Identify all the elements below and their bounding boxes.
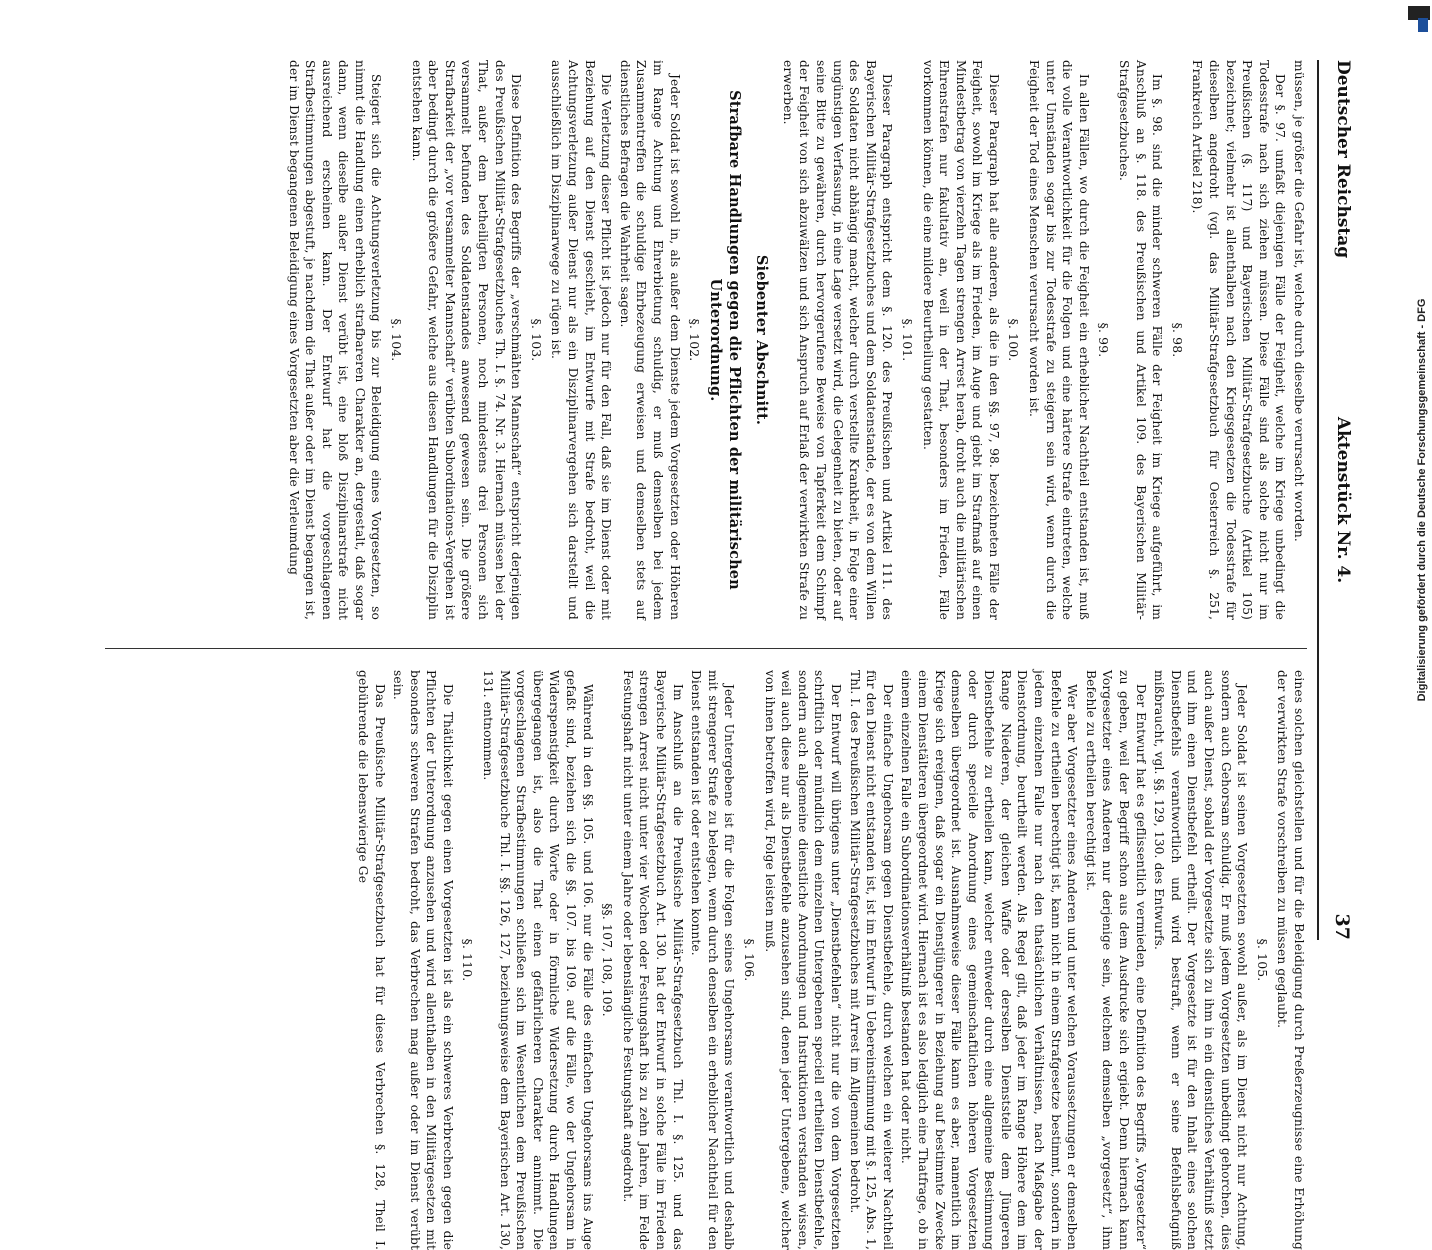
chapter-heading: Siebenter Abschnitt.	[753, 254, 771, 426]
section-heading: §. 106.	[742, 938, 757, 982]
paragraph: Jeder Untergebene ist für die Folgen seines Ungehorsams verantwortlich und deshalb mit strengerer Strafe zu belegen, wenn durch denselben ein erheblicher Nachtheil für den Dienst entstanden ist oder entstehen konnte.	[689, 670, 737, 1250]
header-rule	[1317, 60, 1319, 940]
paragraph: Jeder Soldat ist seinen Vorgesetzten sowohl außer, als im Dienst nicht nur Achtung, sondern auch Gehorsam schuldig. Er muß jedem Vorgesetzten unbedingt gehorchen, dies auch außer Dienst, sobald der Vorgesetzte sich zu ihm in ein dienstliches Verhältniß setzt und ihm einen Dienstbefehl ertheilt. Der Vorgesetzte ist für den Inhalt eines solchen Dienstbefehls verantwortlich und wird bestraft, wenn er seine Befehlsbefugniß mißbraucht, vgl. §§. 129, 130. des Entwurfs.	[1152, 670, 1250, 1250]
right-text-column	[101, 670, 1307, 1250]
paragraph: Jeder Soldat ist sowohl in, als außer dem Dienste jedem Vorgesetzten oder Höheren im Range Achtung und Ehrerbietung schuldig, er muß demselben bei jedem Zusammentreffen die schuldige Ehrbezeugung erweisen und demselben stets auf dienstliches Befragen die Wahrheit sagen.	[617, 60, 682, 620]
paragraph: müssen, je größer die Gefahr ist, welche durch dieselbe verursacht worden.	[1292, 60, 1306, 542]
section-heading: §. 103.	[528, 318, 544, 362]
paragraph: Der einfache Ungehorsam gegen Dienstbefehle, durch welchen ein weiterer Nachtheil für den Dienst nicht entstanden ist, ist im Entwurf in Uebereinstimmung mit §. 125, Abs. 1, Thl. I. des Preußischen Militär-Strafgesetzbuches mit Arrest im Allgemeinen bedroht.	[847, 670, 895, 1250]
section-heading: §. 104.	[389, 318, 405, 362]
document-page	[61, 20, 1371, 1250]
section-heading: §. 98.	[1169, 322, 1185, 358]
section-heading: §. 99.	[1096, 322, 1112, 358]
paragraph: Steigert sich die Achtungsverletzung bis zur Beleidigung eines Vorgesetzten, so nimmt die Handlung einen erheblich strafbareren Charakter an, dergestalt, daß sogar dann, wenn dieselbe außer Dienst verübt ist, eine bloß Disziplinarstrafe nicht ausreichend erscheinen kann. Der Entwurf hat die vorgeschlagenen Strafbestimmungen abgestuft, je nachdem die That außer oder im Dienst begangen ist, der im Dienst begangenen Beleidigung eines Vorgesetzten aber die Verleumdung	[286, 60, 384, 620]
paragraph: Das Preußische Militär-Strafgesetzbuch hat für dieses Verbrechen §. 128, Theil I. gebührende die lebenswierige Ge	[355, 670, 387, 1250]
paragraph: Im §. 98. sind die minder schweren Fälle der Feigheit im Kriege aufgeführt, im Anschluß an §. 118. des Preußischen und Artikel 109. des Bayerischen Militär-Strafgesetzbuches.	[1117, 60, 1165, 620]
section-heading: §. 102.	[687, 318, 703, 362]
paragraph: Im Anschluß an die Preußische Militär-Strafgesetzbuch Thl. I. §. 125. und das Bayerische Militär-Strafgesetzbuch Art. 130. hat der Entwurf in solche Fälle im Frieden strengen Arrest nicht unter vier Wochen oder Festungshaft bis zu zehn Jahren, im Felde Festungshaft nicht unter einem Jahre oder lebenslängliche Festungshaft angedroht.	[620, 670, 685, 1250]
paragraph: Der §. 97. umfaßt diejenigen Fälle der Feigheit, welche im Kriege unbedingt die Todesstrafe nach sich ziehen müssen. Diese Fälle sind als solche nicht nur im Preußischen (§. 117) und Bayerischen Militär-Strafgesetzbuche (Artikel 105) bezeichnet; vielmehr ist allenthalben nach den Kriegsgesetzen die Todesstrafe für dieselben angedroht (vgl. das Militär-Strafgesetzbuch für Oesterreich §. 251, Frankreich Artikel 218).	[1190, 60, 1288, 620]
left-text-column	[101, 60, 1307, 620]
paragraph: Dieser Paragraph hat alle anderen, als die in den §§. 97, 98. bezeichneten Fälle der Feigheit, sowohl im Kriege als im Frieden, im Auge und giebt im Strafmaß auf einen Mindestbetrag von vierzehn Tagen strengen Arrest herab, droht auch die militärischen Ehrenstrafen nur fakultativ an, weil in der That, besonders im Frieden, Fälle vorkommen können, die eine mildere Beurtheilung gestatten.	[920, 60, 1001, 620]
chapter-heading: Strafbare Handlungen gegen die Pflichten der militärischen Unterordnung.	[707, 90, 744, 590]
scan-credit-strip	[1416, 40, 1428, 960]
paragraph: Der Entwurf hat es geflissentlich vermieden, eine Definition des Begriffs „Vorgesetzter“ zu geben, weil der Begriff schon aus dem Ausdrucke sich ergiebt. Denn hiernach kann Vorgesetzter eines Anderen nur derjenige sein, welchem demselben „vorgesetzt“, ihm Befehle zu ertheilen berechtigt ist.	[1083, 670, 1148, 1250]
paragraph: Die Thätlichkeit gegen einen Vorgesetzten ist als ein schweres Verbrechen gegen die Pflichten der Unterordnung anzusehen und wird allenthalben in den Militärgesetzen mit besonders schweren Strafen bedroht, das Verbrechen mag außer oder im Dienst verübt sein.	[391, 670, 455, 1250]
digitization-credit: Digitalisierung gefördert durch die Deutsche Forschungsgemeinschaft - DFG	[1416, 298, 1428, 702]
section-heading: §. 110.	[460, 938, 476, 982]
section-heading: §§. 107, 108, 109.	[600, 903, 616, 1017]
paragraph: Wer aber Vorgesetzter eines Anderen und unter welchen Voraussetzungen er demselben Befehle zu ertheilen berechtigt ist, kann nicht in einem Strafgesetze bestimmt, sondern in jedem einzelnen Falle nur nach den thatsächlichen Verhältnissen, nach Maßgabe der Dienstordnung, beurtheilt werden. Als Regel gilt, daß jeder im Range Höhere dem im Range Niederen, der gleichen Waffe oder derselben Dienststelle dem Jüngeren Dienstbefehle zu ertheilen kann, welcher entweder durch eine allgemeine Bestimmung oder durch specielle Anordnung eines gemeinschaftlichen höheren Vorgesetzten demselben übergeordnet ist. Ausnahmsweise dieser Fälle kann es aber, namentlich im Kriege sich ereignen, daß sogar ein Dienstjüngerer in Beziehung auf bestimmte Zwecke einem Dienstälteren übergeordnet wird. Hiernach ist es also lediglich eine Thatfrage, ob in einem einzelnen Falle ein Subordinationsverhältniß bestanden hat oder nicht.	[899, 670, 1080, 1250]
paragraph: Dieser Paragraph entspricht dem §. 120. des Preußischen und Artikel 111. des Bayerischen Militär-Strafgesetzbuches und dem Soldatenstande, der es von dem Willen des Soldaten nicht abhängig macht, welcher durch verstellte Krankheit, in Folge einer ungünstigen Verfassung, in eine Lage versetzt wird, die Gelegenheit zu bieten, oder auf seine Bitte zu gewähren, durch hervorgerufene Beweise von Tapferkeit dem Schimpf der Feigheit von sich abzuwälzen und sich Anspruch auf Erlaß der verwirkten Strafe zu erwerben.	[780, 60, 895, 620]
page-header	[1323, 60, 1353, 940]
section-heading: §. 101.	[899, 318, 915, 362]
column-divider	[105, 648, 1307, 649]
section-heading: §. 105.	[1254, 938, 1270, 982]
paragraph: In allen Fällen, wo durch die Feigheit ein erheblicher Nachtheil entstanden ist, muß die volle Verantwortlichkeit für die Folgen und eine härtere Strafe eintreten, welche unter Umständen sogar bis zur Todesstrafe zu steigern sein wird, wenn durch die Feigheit der Tod eines Menschen verursacht worden ist.	[1027, 60, 1091, 620]
header-left-title: Deutscher Reichstag	[1333, 60, 1353, 259]
dfg-logo-icon	[1418, 18, 1428, 32]
page-number: 37	[1331, 913, 1353, 940]
section-heading: §. 100.	[1006, 318, 1022, 362]
paragraph: Der Entwurf will übrigens unter „Dienstbefehlen“ nicht nur die von dem Vorgesetzten schriftlich oder mündlich dem einzelnen Untergebenen speciell ertheilten Dienstbefehle, sondern auch allgemeine dienstliche Anordnungen und Instruktionen verstanden wissen, weil auch diese nur als Dienstbefehle anzusehen sind, denen jeder Untergebene, welcher von ihnen betroffen wird, Folge leisten muß.	[762, 670, 843, 1250]
header-center-title: Aktenstück Nr. 4.	[1333, 416, 1353, 584]
paragraph: Die Verletzung dieser Pflicht ist jedoch nur für den Fall, daß sie im Dienst oder mit Beziehung auf den Dienst geschieht, im Entwurfe mit Strafe bedroht, weil die Achtungsverletzung außer Dienst nur als ein Disziplinarvergehen sich darstellt und ausschließlich im Disziplinarwege zu rügen ist.	[549, 60, 614, 620]
paragraph: Während in den §§. 105. und 106. nur die Fälle des einfachen Ungehorsams ins Auge gefaßt sind, beziehen sich die §§. 107. bis 109. auf die Fälle, wo der Ungehorsam in Widerspenstigkeit durch Worte oder in förmliche Widersetzung durch Handlungen übergegangen ist, also die That einen gefährlicheren Charakter annimmt. Die vorgeschlagenen Strafbestimmungen schließen sich im Wesentlichen dem Preußischen Militär-Strafgesetzbuche Thl. I. §§. 126, 127, beziehungsweise dem Bayerischen Art. 130, 131. entnommen.	[481, 670, 595, 1250]
paragraph: Diese Definition des Begriffs der „verschmähten Mannschaft“ entspricht derjenigen des Preußischen Militär-Strafgesetzbuches Th. I. §. 74. Nr. 3. Hiernach müssen bei der That, außer dem betheiligten Personen, noch mindestens drei Personen sich versammelt befunden des Soldatenstandes anwesend gewesen sein. Die größere Strafbarkeit der „vor versammelter Mannschaft“ verübten Subordinations-Vergehen ist aber bedingt durch die größere Gefahr, welche aus diesen Handlungen für die Disziplin entstehen kann.	[409, 60, 524, 620]
paragraph: eines solchen gleichstellen und für die Beleidigung durch Preßerzeugnisse eine Erhöhung der verwirkten Strafe vorschreiben zu müssen geglaubt.	[1275, 670, 1306, 1250]
